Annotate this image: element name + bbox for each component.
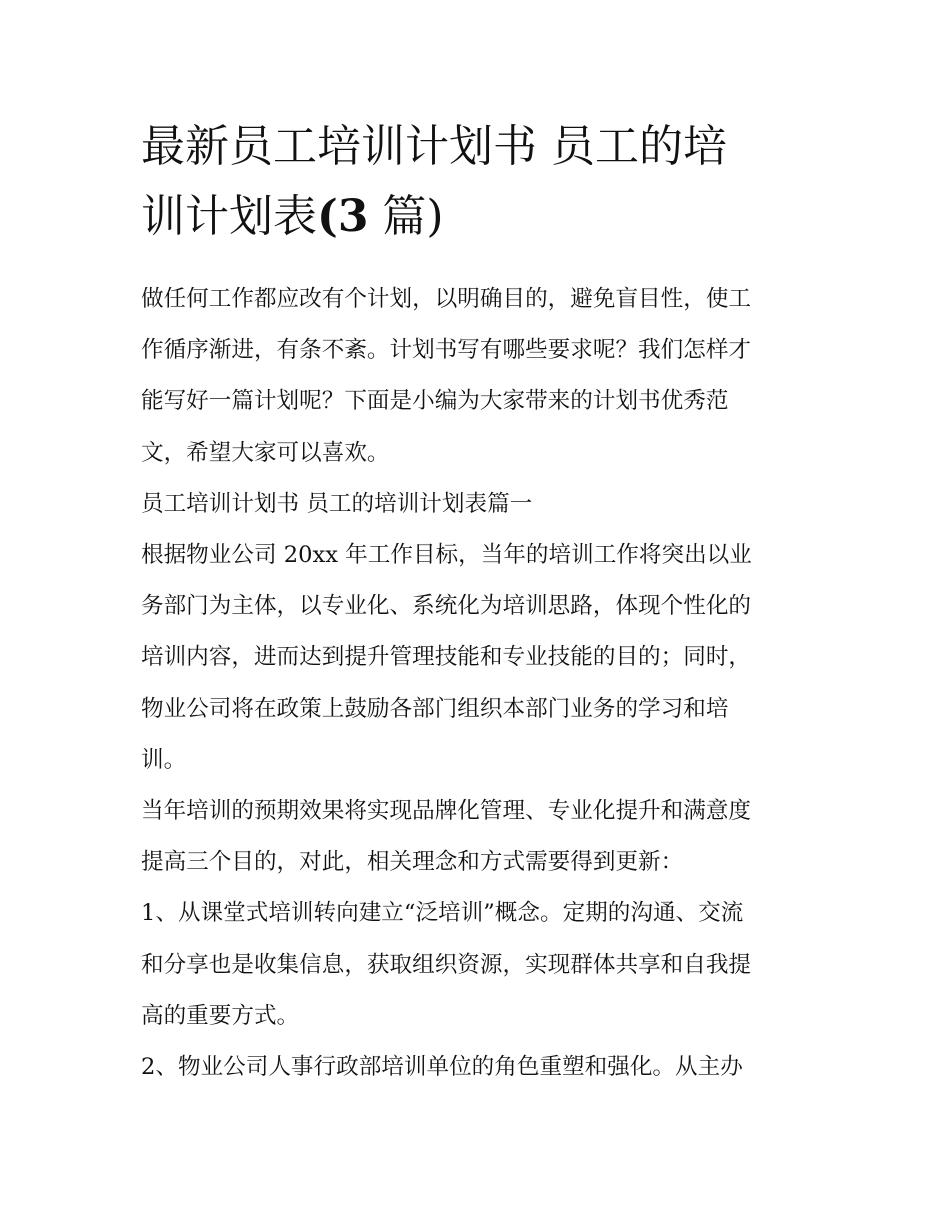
intro-line: 能写好一篇计划呢？下面是小编为大家带来的计划书优秀范: [141, 388, 729, 415]
paragraph-line: 务部门为主体，以专业化、系统化为培训思路，体现个性化的: [141, 593, 752, 620]
section-1-heading: 员工培训计划书 员工的培训计划表篇一: [141, 490, 533, 517]
paragraph-line: 根据物业公司 20xx 年工作目标，当年的培训工作将突出以业: [141, 542, 752, 569]
intro-line: 文，希望大家可以喜欢。: [141, 439, 390, 466]
document-content: [141, 112, 821, 1093]
title-line-2-tail: 篇): [368, 191, 444, 242]
paragraph-line: 当年培训的预期效果将实现品牌化管理、专业化提升和满意度: [141, 798, 752, 825]
title-line-1: 最新员工培训计划书 员工的培: [141, 121, 727, 172]
list-item-2: [141, 1042, 821, 1093]
list-item-1: [141, 888, 821, 1042]
intro-line: 作循序渐进，有条不紊。计划书写有哪些要求呢？我们怎样才: [141, 337, 752, 364]
paragraph-line: 训。: [141, 746, 187, 773]
list-item-line: 1、从课堂式培训转向建立“泛培训”概念。定期的沟通、交流: [141, 900, 744, 927]
document-title: [141, 112, 821, 252]
paragraph-1: [141, 530, 821, 786]
list-item-line: 和分享也是收集信息，获取组织资源，实现群体共享和自我提: [141, 951, 752, 978]
list-item-line: 高的重要方式。: [141, 1002, 300, 1029]
paragraph-line: 物业公司将在政策上鼓励各部门组织本部门业务的学习和培: [141, 695, 729, 722]
title-line-2: 训计划表: [141, 191, 317, 242]
paragraph-line: 提高三个目的，对此，相关理念和方式需要得到更新：: [141, 849, 684, 876]
list-item-line: 2、物业公司人事行政部培训单位的角色重塑和强化。从主办: [141, 1054, 743, 1081]
paragraph-2: [141, 786, 821, 888]
title-line-2-number: (3: [317, 191, 369, 242]
paragraph-line: 培训内容，进而达到提升管理技能和专业技能的目的；同时，: [141, 644, 752, 671]
intro-line: 做任何工作都应改有个计划，以明确目的，避免盲目性，使工: [141, 286, 752, 312]
intro-paragraph: [141, 274, 821, 479]
